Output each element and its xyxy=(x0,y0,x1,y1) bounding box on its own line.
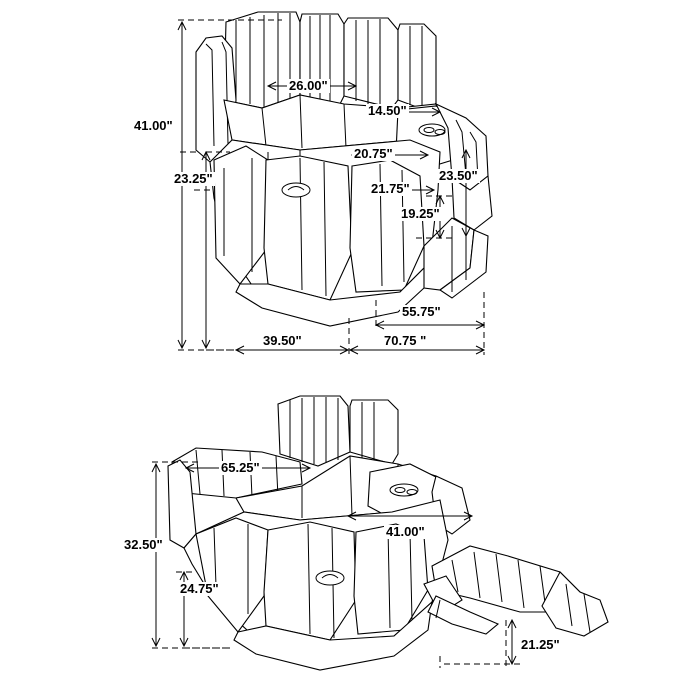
dim-arm-height: 23.50" xyxy=(439,168,478,183)
dim-console-width: 14.50" xyxy=(368,103,407,118)
dim-seat-width: 21.75" xyxy=(371,181,410,196)
dim-footrest-height: 21.25" xyxy=(521,637,560,652)
dim-reclined-depth: 41.00" xyxy=(386,524,425,539)
dim-single-seat-width: 39.50" xyxy=(263,333,302,348)
dim-back-height: 23.25" xyxy=(174,171,213,186)
dim-overall-height: 41.00" xyxy=(134,118,173,133)
dim-reclined-length: 65.25" xyxy=(221,460,260,475)
dim-seat-depth: 20.75" xyxy=(354,146,393,161)
dim-reclined-height: 32.50" xyxy=(124,537,163,552)
dim-reclined-back-height: 24.75" xyxy=(180,581,219,596)
dim-console-seat-width: 70.75 " xyxy=(384,333,427,348)
dim-seat-height: 19.25" xyxy=(401,206,440,221)
dim-seat-back-width: 26.00" xyxy=(289,78,328,93)
dim-inner-width: 55.75" xyxy=(402,304,441,319)
